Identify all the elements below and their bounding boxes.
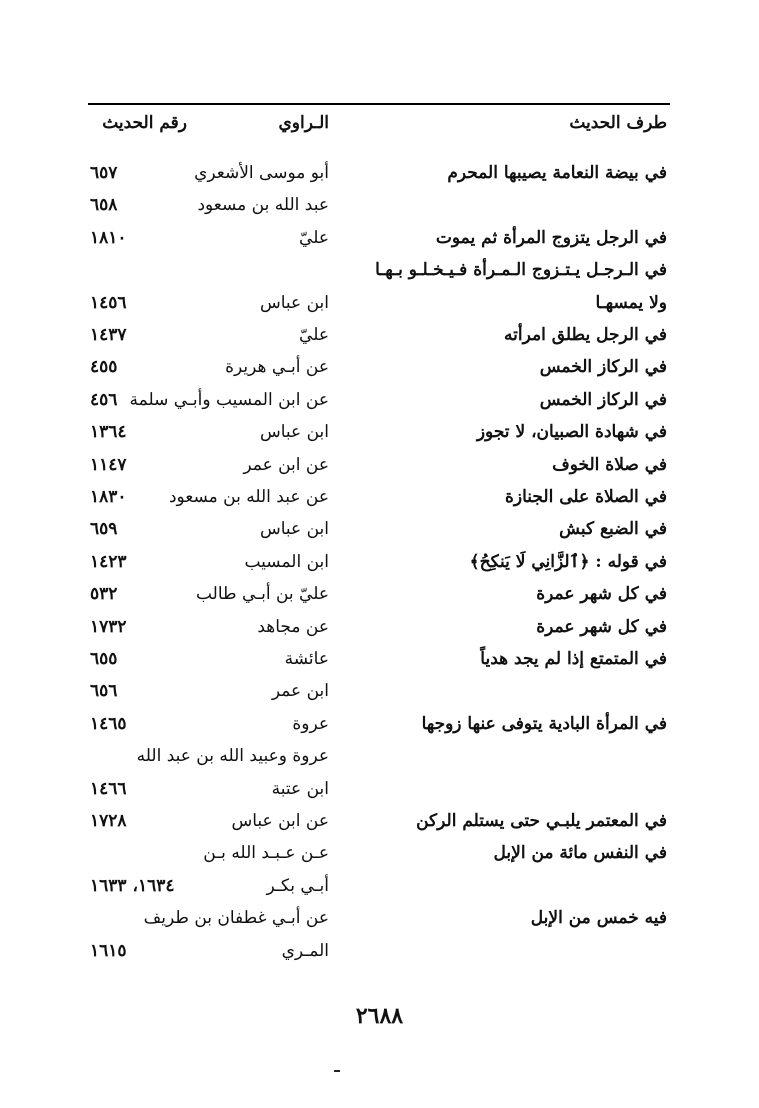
table-row: [0, 351, 759, 383]
table-row: [0, 384, 759, 416]
narrator-cell: أبـي بكـر: [266, 875, 329, 896]
narrator-cell: عن ابن عباس: [231, 811, 329, 831]
hadith-number-cell: ٦٥٥: [90, 649, 118, 669]
page-number: ٢٦٨٨: [355, 1003, 404, 1029]
hadith-number-cell: ١٨٣٠: [90, 487, 127, 507]
narrator-cell: عن ابن عمر: [243, 454, 329, 475]
narrator-cell: عليّ: [299, 227, 329, 248]
narrator-cell: ابن المسيب: [244, 551, 329, 572]
hadith-number-cell: ١٧٣٢: [90, 616, 127, 637]
hadith-start-cell: في صلاة الخوف: [552, 454, 667, 475]
hadith-start-cell: في بيضة النعامة يصيبها المحرم: [447, 163, 667, 183]
hadith-start-cell: في الرجل يتزوج المرأة ثم يموت: [435, 227, 667, 248]
hadith-number-cell: ٦٥٨: [90, 195, 118, 216]
table-row: [0, 254, 759, 286]
table-row: [0, 773, 759, 805]
hadith-number-cell: ٦٥٧: [90, 163, 118, 183]
narrator-cell: عروة: [292, 713, 329, 734]
hadith-start-cell: في شهادة الصبيان، لا تجوز: [476, 422, 667, 443]
hadith-start-cell: في الضبع كبش: [559, 519, 667, 540]
table-row: [0, 643, 759, 675]
hadith-number-cell: ١٦٣٤، ١٦٣٣: [90, 875, 175, 896]
narrator-cell: ابن عتبة: [271, 778, 329, 799]
top-rule: [88, 103, 670, 105]
hadith-number-cell: ١١٤٧: [90, 454, 127, 475]
header-hadith-start: طرف الحديث: [569, 113, 667, 133]
hadith-number-cell: ١٨١٠: [90, 227, 127, 248]
table-row: [0, 902, 759, 934]
hadith-start-cell: في قوله : ﴿ٱلزَّانِي لَا يَنكِحُ﴾: [469, 551, 667, 572]
narrator-cell: عروة وعبيد الله بن عبد الله: [136, 746, 329, 767]
hadith-start-cell: في الـرجـل يـتـزوج الـمـرأة فـيـخـلـو بـهـا: [375, 260, 667, 281]
table-row: [0, 675, 759, 707]
hadith-start-cell: في المتمتع إذا لم يجد هدياً: [480, 649, 667, 669]
hadith-number-cell: ١٣٦٤: [90, 422, 127, 443]
narrator-cell: عائشة: [284, 649, 329, 669]
hadith-start-cell: في كل شهر عمرة: [536, 616, 667, 637]
hadith-number-cell: ٤٥٥: [90, 357, 118, 378]
hadith-number-cell: ١٤٦٥: [90, 713, 127, 734]
hadith-start-cell: في النفس مائة من الإبل: [493, 843, 667, 864]
table-row: [0, 222, 759, 254]
hadith-number-cell: ١٤٣٧: [90, 325, 127, 345]
table-row: [0, 611, 759, 643]
narrator-cell: عن أبـي هريرة: [225, 357, 329, 378]
header-narrator: الـراوي: [278, 113, 329, 133]
table-row: [0, 935, 759, 967]
hadith-start-cell: في الركاز الخمس: [539, 389, 667, 410]
narrator-cell: عن أبـي غطفان بن طريف: [143, 908, 329, 929]
hadith-number-cell: ٥٣٢: [90, 584, 118, 605]
hadith-number-cell: ١٧٢٨: [90, 811, 127, 831]
narrator-cell: أبو موسى الأشعري: [194, 163, 329, 183]
narrator-cell: عـن عـبـد الله بـن: [203, 843, 329, 864]
hadith-number-cell: ١٤٥٦: [90, 292, 127, 313]
table-row: [0, 481, 759, 513]
table-row: [0, 416, 759, 448]
hadith-number-cell: ٤٥٦: [90, 389, 118, 410]
hadith-start-cell: فيه خمس من الإبل: [530, 908, 667, 929]
table-row: [0, 837, 759, 869]
table-row: [0, 189, 759, 221]
narrator-cell: المـري: [281, 940, 329, 961]
narrator-cell: عن مجاهد: [257, 616, 329, 637]
narrator-cell: ابن عباس: [259, 422, 329, 443]
hadith-number-cell: ٦٥٦: [90, 681, 118, 702]
narrator-cell: ابن عمر: [271, 681, 329, 702]
hadith-start-cell: في المرأة البادية يتوفى عنها زوجها: [421, 713, 667, 734]
table-row: [0, 708, 759, 740]
footer-mark: [334, 1070, 340, 1072]
hadith-start-cell: في المعتمر يلبـي حتى يستلم الركن: [416, 811, 667, 831]
table-row: [0, 513, 759, 545]
table-row: [0, 546, 759, 578]
hadith-start-cell: في كل شهر عمرة: [536, 584, 667, 605]
narrator-cell: ابن عباس: [259, 519, 329, 540]
hadith-number-cell: ١٦١٥: [90, 940, 127, 961]
table-row: [0, 287, 759, 319]
narrator-cell: ابن عباس: [259, 292, 329, 313]
hadith-start-cell: في الصلاة على الجنازة: [505, 487, 667, 507]
table-row: [0, 740, 759, 772]
hadith-start-cell: ولا يمسهـا: [595, 292, 667, 313]
narrator-cell: عبد الله بن مسعود: [197, 195, 329, 216]
table-row: [0, 578, 759, 610]
narrator-cell: عن عبد الله بن مسعود: [168, 487, 329, 507]
narrator-cell: عليّ بن أبـي طالب: [195, 584, 329, 605]
narrator-cell: عن ابن المسيب وأبـي سلمة: [129, 389, 329, 410]
hadith-number-cell: ١٤٦٦: [90, 778, 127, 799]
table-row: [0, 805, 759, 837]
table-row: [0, 157, 759, 189]
narrator-cell: عليّ: [299, 325, 329, 345]
header-hadith-number: رقم الحديث: [102, 113, 187, 133]
table-row: [0, 449, 759, 481]
hadith-start-cell: في الرجل يطلق امرأته: [504, 325, 667, 345]
hadith-start-cell: في الركاز الخمس: [539, 357, 667, 378]
table-row: [0, 319, 759, 351]
hadith-number-cell: ١٤٢٣: [90, 551, 127, 572]
table-row: [0, 870, 759, 902]
hadith-number-cell: ٦٥٩: [90, 519, 118, 540]
